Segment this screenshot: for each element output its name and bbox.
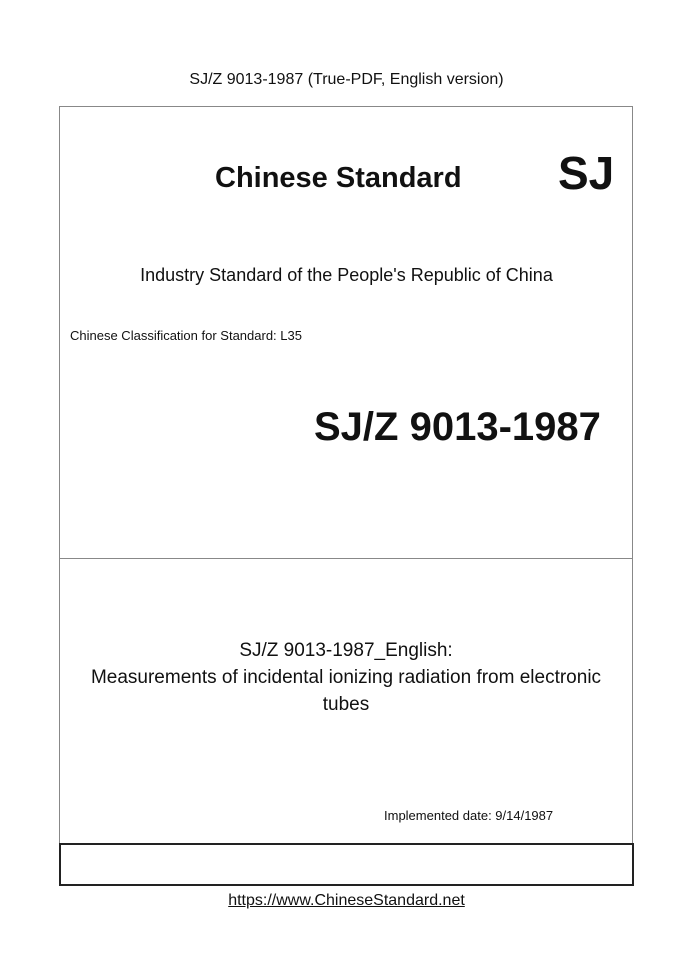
page-header: SJ/Z 9013-1987 (True-PDF, English version) (189, 71, 504, 88)
classification-line: Chinese Classification for Standard: L35 (70, 328, 302, 343)
cover-heading: Chinese Standard (215, 162, 462, 194)
implemented-date: Implemented date: 9/14/1987 (384, 808, 554, 823)
standard-mark: SJ (558, 147, 615, 199)
title-line-3: tubes (322, 694, 370, 715)
title-line-2: Measurements of incidental ionizing radiation from electronic (90, 667, 602, 688)
title-line-1: SJ/Z 9013-1987_English: (239, 640, 453, 661)
document-title (59, 637, 633, 718)
website-link[interactable]: https://www.ChineseStandard.net (228, 892, 465, 909)
cover-bottom-panel (59, 843, 634, 886)
standard-code: SJ/Z 9013-1987 (314, 405, 601, 449)
page-footer (0, 892, 693, 910)
industry-line: Industry Standard of the People's Republic of China (140, 265, 553, 285)
